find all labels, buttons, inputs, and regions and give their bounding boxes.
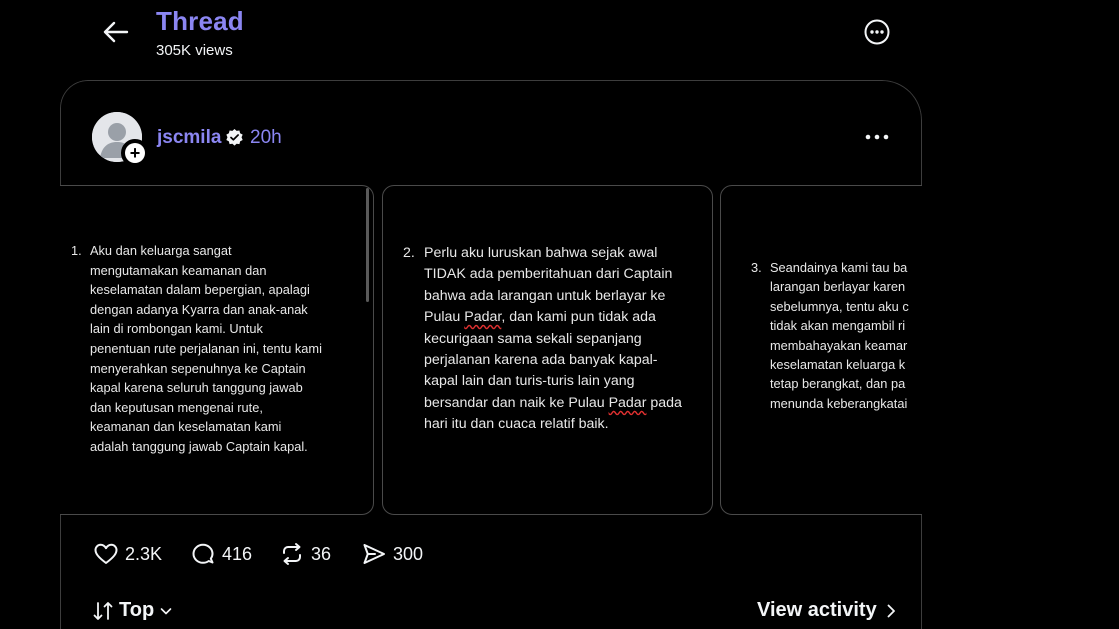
slide-line: tidak akan mengambil ri <box>770 318 906 334</box>
more-horizontal-icon <box>862 126 892 148</box>
slide-line: Perlu aku luruskan bahwa sejak awal <box>424 245 658 261</box>
slide-text <box>403 243 703 436</box>
thread-options-button[interactable] <box>863 18 891 46</box>
slide-number: 3. <box>751 260 762 275</box>
slide-body <box>71 241 351 457</box>
slide-line: Pulau Padar, dan kami pun tidak ada <box>424 309 656 326</box>
slide-line: menyerahkan sepenuhnya ke Captain <box>90 360 306 376</box>
slide-line: keselamatan dalam bepergian, apalagi <box>90 282 310 298</box>
post-options-button[interactable] <box>862 126 892 148</box>
view-activity-link[interactable] <box>757 599 897 622</box>
slide-line: bersandar dan naik ke Pulau Padar pada <box>424 394 682 411</box>
view-activity-label: View activity <box>757 599 877 621</box>
chevron-down-icon <box>159 604 173 618</box>
spellcheck-word: Padar <box>464 309 502 326</box>
heart-icon <box>93 541 119 567</box>
slide-line: TIDAK ada pemberitahuan dari Captain <box>424 266 673 283</box>
slide-number: 2. <box>403 245 415 261</box>
like-button[interactable] <box>93 540 162 568</box>
slide-line: sebelumnya, tentu aku c <box>770 298 909 314</box>
share-count: 300 <box>393 543 424 564</box>
slide-body <box>751 258 922 413</box>
slide-text <box>751 258 922 413</box>
page-title: Thread <box>156 6 244 36</box>
spellcheck-word: Padar <box>608 394 647 411</box>
reply-button[interactable] <box>190 540 252 568</box>
repost-count: 36 <box>311 543 332 564</box>
post-card <box>60 80 922 629</box>
slide-line: bahwa ada larangan untuk berlayar ke <box>424 287 666 304</box>
slide-number: 1. <box>71 243 82 258</box>
arrow-left-icon <box>101 17 131 47</box>
slide-line: Aku dan keluarga sangat <box>90 243 232 258</box>
repost-icon <box>279 541 305 567</box>
slide-line: kapal karena seluruh tanggung jawab <box>90 380 303 396</box>
send-icon <box>361 541 387 567</box>
slide-line: membahayakan keamar <box>770 337 908 353</box>
share-button[interactable] <box>361 540 423 568</box>
slide-line: kecurigaan sama sekali sepanjang <box>424 330 642 347</box>
reply-count: 416 <box>222 543 253 564</box>
slide-line: tetap berangkat, dan pa <box>770 376 906 392</box>
verified-badge-icon <box>225 128 244 147</box>
sort-dropdown[interactable] <box>92 599 173 622</box>
slide-line: mengutamakan keamanan dan <box>90 262 267 278</box>
like-count: 2.3K <box>125 543 163 564</box>
chevron-right-icon <box>885 603 897 619</box>
carousel-slide-2[interactable] <box>382 185 713 515</box>
slide-line: menunda keberangkatai <box>770 395 908 411</box>
plus-icon: + <box>125 143 145 163</box>
comment-icon <box>190 541 216 567</box>
slide-line: hari itu dan cuaca relatif baik. <box>424 416 609 433</box>
slide-line: perjalanan karena ada banyak kapal- <box>424 352 658 369</box>
view-count: 305K views <box>156 42 233 59</box>
slide-line: lain di rombongan kami. Untuk <box>90 321 263 337</box>
slide-line: larangan berlayar karen <box>770 279 906 295</box>
slide-line: dan keputusan mengenai rute, <box>90 399 263 415</box>
carousel-slide-1[interactable] <box>60 185 374 515</box>
slide-line: keselamatan keluarga k <box>770 357 906 373</box>
post-time: 20h <box>250 127 282 148</box>
slide-line: Seandainya kami tau ba <box>770 260 908 275</box>
slide-line: dengan adanya Kyarra dan anak-anak <box>90 301 308 317</box>
more-circle-icon <box>863 18 891 46</box>
slide-scrollbar[interactable] <box>366 188 369 302</box>
sort-label: Top <box>119 599 155 621</box>
slide-line: keamanan dan keselamatan kami <box>90 419 282 435</box>
carousel-slide-3[interactable] <box>720 185 922 515</box>
slide-line: adalah tanggung jawab Captain kapal. <box>90 438 308 454</box>
slide-line: kapal lain dan turis-turis lain yang <box>424 373 635 390</box>
username[interactable]: jscmila <box>157 127 222 148</box>
slide-line: penentuan rute perjalanan ini, tentu kami <box>90 340 322 356</box>
slide-body <box>403 243 703 436</box>
follow-button[interactable] <box>121 139 149 167</box>
sort-arrows-icon <box>92 600 114 622</box>
back-button[interactable] <box>100 16 132 48</box>
slide-text <box>71 241 351 457</box>
repost-button[interactable] <box>279 540 331 568</box>
